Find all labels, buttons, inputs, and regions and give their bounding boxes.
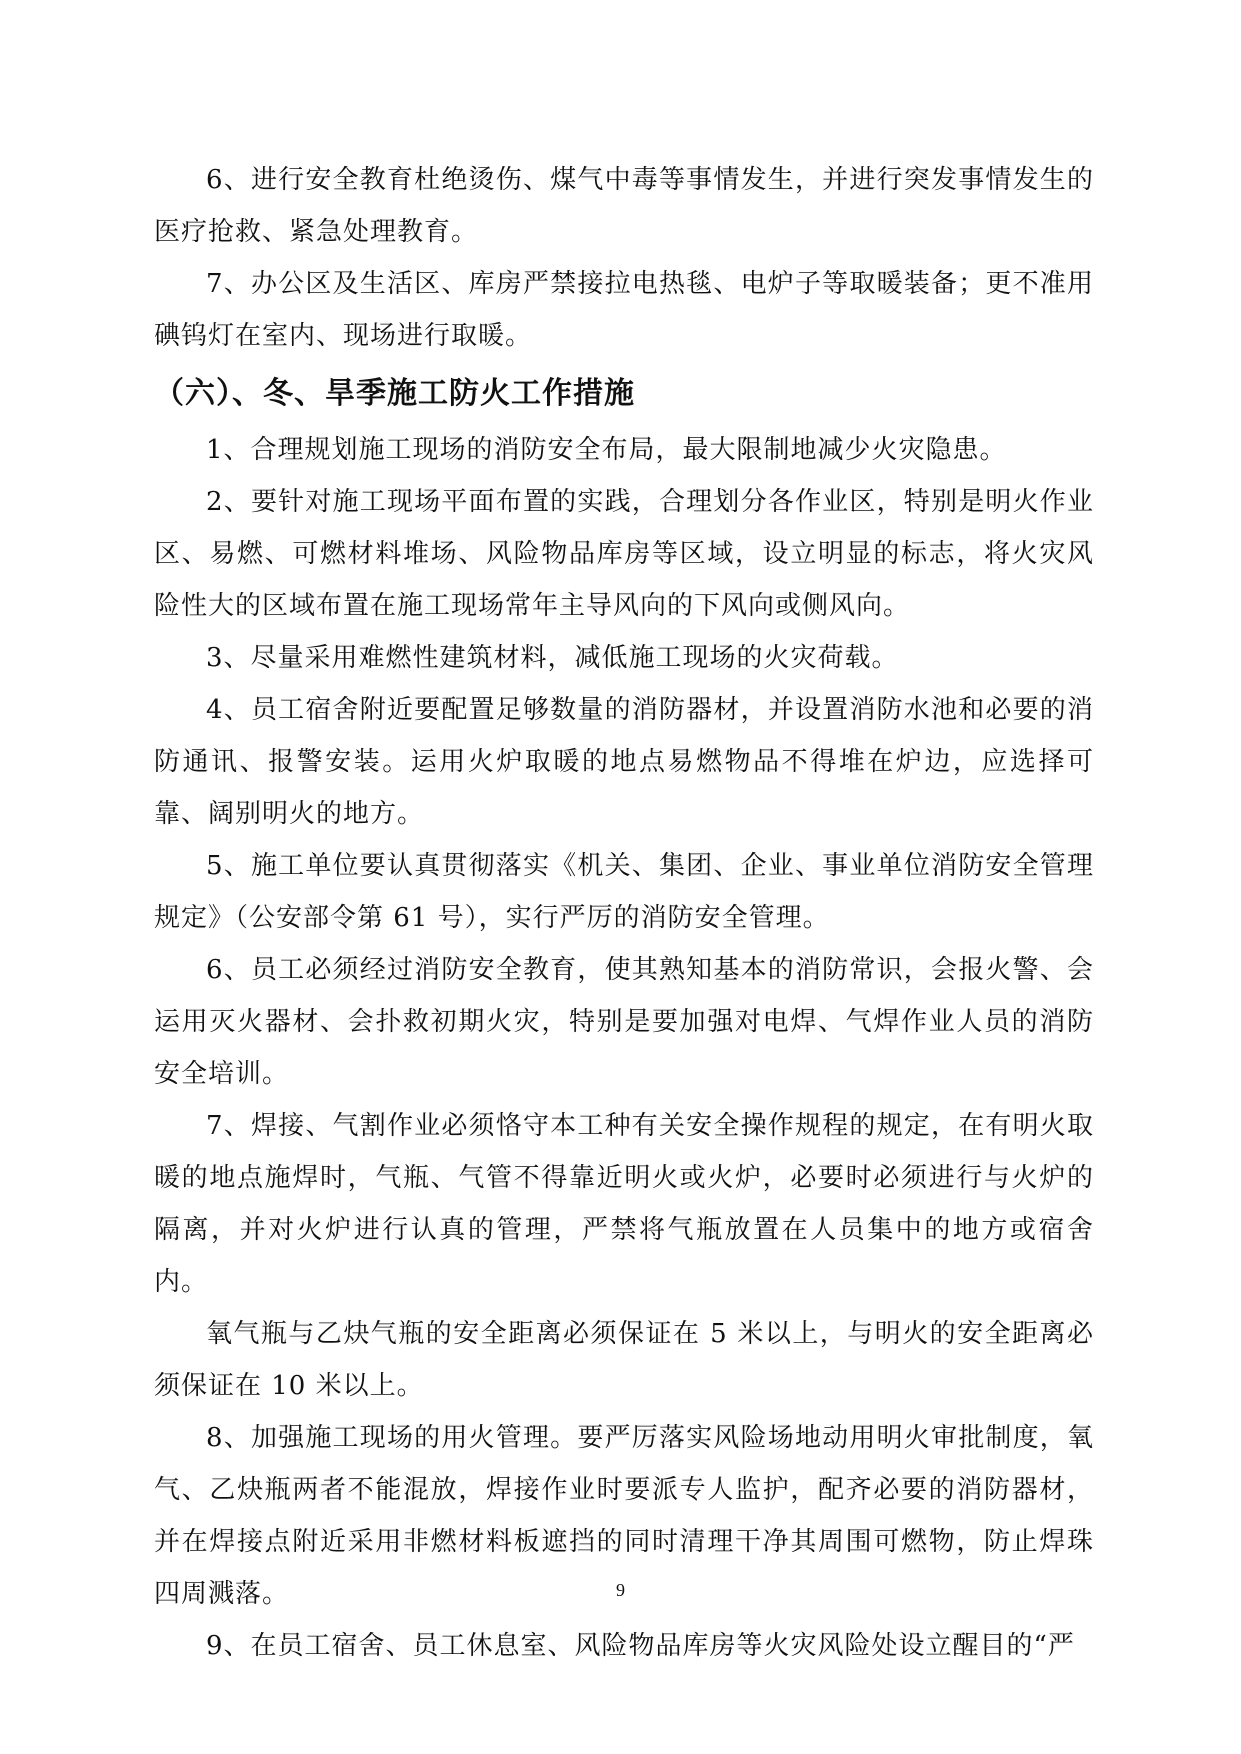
paragraph-item-6: 6、员工必须经过消防安全教育，使其熟知基本的消防常识，会报火警、会运用灭火器材、会扑救初期火灾，特别是要加强对电焊、气焊作业人员的消防安全培训。 (154, 955, 1094, 1089)
paragraph-safety-education: 6、进行安全教育杜绝烫伤、煤气中毒等事情发生，并进行突发事情发生的医疗抢救、紧急处理教育。 (154, 165, 1094, 247)
paragraph-item-7: 7、焊接、气割作业必须恪守本工种有关安全操作规程的规定，在有明火取暖的地点施焊时，气瓶、气管不得靠近明火或火炉，必要时必须进行与火炉的隔离，并对火炉进行认真的管理，严禁将气瓶放置在人员集中的地方或宿舍内。 (154, 1111, 1094, 1297)
paragraph-item-9: 9、在员工宿舍、员工休息室、风险物品库房等火灾风险处设立醒目的“严 (206, 1631, 1075, 1661)
paragraph-item-1: 1、合理规划施工现场的消防安全布局，最大限制地减少火灾隐患。 (206, 435, 1007, 465)
document-body (154, 154, 1094, 1672)
page-number: 9 (616, 1580, 625, 1600)
paragraph-item-5: 5、施工单位要认真贯彻落实《机关、集团、企业、事业单位消防安全管理规定》（公安部令第 61 号），实行严厉的消防安全管理。 (154, 851, 1094, 933)
paragraph-item-3: 3、尽量采用难燃性建筑材料，减低施工现场的火灾荷载。 (206, 643, 899, 673)
paragraph-item-2: 2、要针对施工现场平面布置的实践，合理划分各作业区，特别是明火作业区、易燃、可燃材料堆场、风险物品库房等区域，设立明显的标志，将火灾风险性大的区域布置在施工现场常年主导风向的下风向或侧风向。 (154, 487, 1094, 621)
paragraph-item-8: 8、加强施工现场的用火管理。要严厉落实风险场地动用明火审批制度，氧气、乙炔瓶两者不能混放，焊接作业时要派专人监护，配齐必要的消防器材，并在焊接点附近采用非燃材料板遮挡的同时清理干净其周围可燃物，防止焊珠四周溅落。 (154, 1423, 1094, 1609)
paragraph-heating-ban: 7、办公区及生活区、库房严禁接拉电热毯、电炉子等取暖装备；更不准用碘钨灯在室内、现场进行取暖。 (154, 269, 1094, 351)
section-heading: （六）、冬、旱季施工防火工作措施 (154, 376, 635, 411)
paragraph-gas-cylinder-distance: 氧气瓶与乙炔气瓶的安全距离必须保证在 5 米以上，与明火的安全距离必须保证在 10 米以上。 (154, 1319, 1094, 1401)
paragraph-item-4: 4、员工宿舍附近要配置足够数量的消防器材，并设置消防水池和必要的消防通讯、报警安装。运用火炉取暖的地点易燃物品不得堆在炉边，应选择可靠、阔别明火的地方。 (154, 695, 1094, 829)
